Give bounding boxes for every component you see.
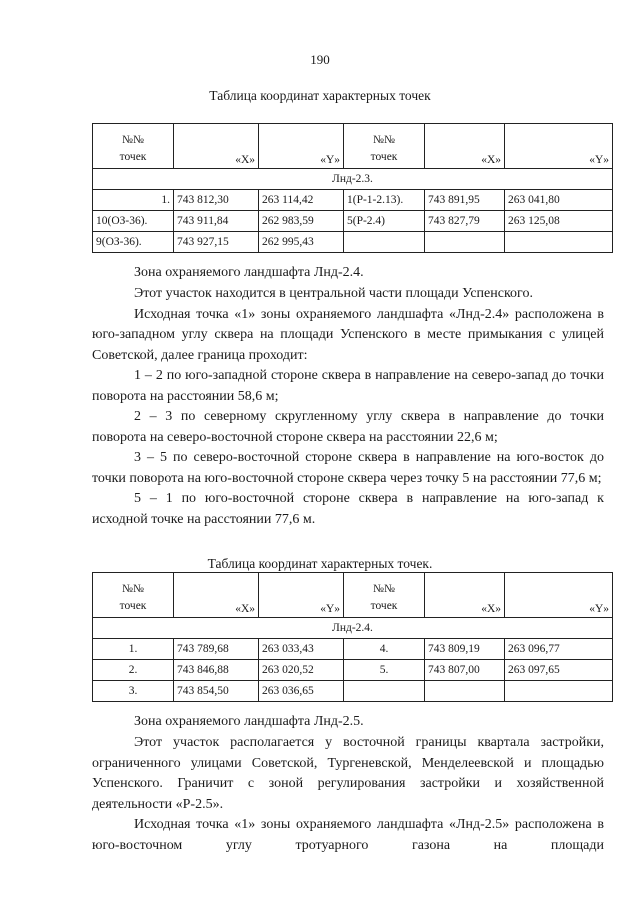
table2-header-num2: №№ точек xyxy=(344,573,425,618)
table-cell: 2. xyxy=(93,660,174,681)
table-row xyxy=(93,660,613,681)
table-cell xyxy=(505,681,613,702)
paragraph: Исходная точка «1» зоны охраняемого ландшафта «Лнд-2.5» расположена в юго-восточном углу тротуарного газона на площади xyxy=(92,817,604,853)
table2-title: Таблица координат характерных точек. xyxy=(207,556,433,571)
table-cell: 1. xyxy=(93,190,174,211)
paragraph: 3 – 5 по северо-восточной стороне сквера в направление на юго-восток до точки поворота на юго-восточной стороне сквера через точку 5 на расстоянии 77,6 м; xyxy=(92,450,604,486)
table1-header-num1: №№ точек xyxy=(93,124,174,169)
table-cell: 5(Р-2.4) xyxy=(344,211,425,232)
table2-header-y2: «Y» xyxy=(505,573,613,618)
table1-zone-row xyxy=(93,169,613,190)
table-cell xyxy=(425,681,505,702)
table-row xyxy=(93,211,613,232)
table-cell: 4. xyxy=(344,639,425,660)
table-cell: 263 033,43 xyxy=(259,639,344,660)
table-cell: 262 983,59 xyxy=(259,211,344,232)
table-cell xyxy=(344,681,425,702)
table2-zone-row xyxy=(93,618,613,639)
table1-header-num2: №№ точек xyxy=(344,124,425,169)
table2-header-row xyxy=(93,573,613,618)
table2-header-x2: «X» xyxy=(425,573,505,618)
paragraph: 1 – 2 по юго-западной стороне сквера в направление на северо-запад до точки поворота на расстоянии 58,6 м; xyxy=(92,368,604,404)
table1-header-y2: «Y» xyxy=(505,124,613,169)
table1-title: Таблица координат характерных точек xyxy=(209,88,431,103)
paragraph: 5 – 1 по юго-восточной стороне сквера в направление на юго-запад к исходной точке на расстоянии 77,6 м. xyxy=(92,491,604,527)
table-cell: 3. xyxy=(93,681,174,702)
table-row xyxy=(93,190,613,211)
table2-header-x1: «X» xyxy=(174,573,259,618)
section2-heading: Зона охраняемого ландшафта Лнд-2.5. xyxy=(134,714,364,729)
table-cell: 743 911,84 xyxy=(174,211,259,232)
section1-heading: Зона охраняемого ландшафта Лнд-2.4. xyxy=(134,265,364,280)
table1-header-row xyxy=(93,124,613,169)
table2 xyxy=(92,572,613,702)
table-cell: 263 125,08 xyxy=(505,211,613,232)
table-cell: 1. xyxy=(93,639,174,660)
table-cell: 263 041,80 xyxy=(505,190,613,211)
paragraph: Этот участок располагается у восточной границы квартала застройки, ограниченного улицами Советской, Тургеневской, Менделеевской и площадью Успенского. Граничит с зоной регулирования застройки и хозяйственной деятельности «Р-2.5». xyxy=(92,735,604,812)
table-cell: 263 096,77 xyxy=(505,639,613,660)
table-cell: 262 995,43 xyxy=(259,232,344,253)
table-cell: 743 789,68 xyxy=(174,639,259,660)
paragraph: 2 – 3 по северному скругленному углу сквера в направление до точки поворота на северо-восточной стороне сквера на расстоянии 22,6 м; xyxy=(92,409,604,445)
table-cell: 743 891,95 xyxy=(425,190,505,211)
table-cell: 743 827,79 xyxy=(425,211,505,232)
table-cell: 743 846,88 xyxy=(174,660,259,681)
table-cell xyxy=(505,232,613,253)
table-cell: 263 020,52 xyxy=(259,660,344,681)
table1-header-x2: «X» xyxy=(425,124,505,169)
table-cell: 1(Р-1-2.13). xyxy=(344,190,425,211)
table1-header-x1: «X» xyxy=(174,124,259,169)
table-cell: 263 114,42 xyxy=(259,190,344,211)
table2-header-num1: №№ точек xyxy=(93,573,174,618)
table-cell: 263 097,65 xyxy=(505,660,613,681)
table-cell: 743 807,00 xyxy=(425,660,505,681)
table-row xyxy=(93,232,613,253)
table-row xyxy=(93,681,613,702)
table-cell: 263 036,65 xyxy=(259,681,344,702)
table-cell: 5. xyxy=(344,660,425,681)
paragraph: Этот участок находится в центральной части площади Успенского. xyxy=(134,286,533,301)
table-cell: 743 854,50 xyxy=(174,681,259,702)
table-cell: 743 809,19 xyxy=(425,639,505,660)
section1-body xyxy=(92,284,604,530)
table-cell: 743 927,15 xyxy=(174,232,259,253)
table-cell: 743 812,30 xyxy=(174,190,259,211)
table-cell: 9(ОЗ-36). xyxy=(93,232,174,253)
paragraph: Исходная точка «1» зоны охраняемого ландшафта «Лнд-2.4» расположена в юго-западном углу сквера на площади Успенского в месте примыкания с улицей Советской, далее граница проходит: xyxy=(92,306,604,363)
table-row xyxy=(93,639,613,660)
table1 xyxy=(92,123,613,253)
table-cell: 10(ОЗ-36). xyxy=(93,211,174,232)
table-cell xyxy=(344,232,425,253)
table1-zone: Лнд-2.3. xyxy=(93,169,613,190)
table2-zone: Лнд-2.4. xyxy=(93,618,613,639)
page-number: 190 xyxy=(310,52,330,67)
section2-body xyxy=(92,733,604,856)
table2-header-y1: «Y» xyxy=(259,573,344,618)
table1-header-y1: «Y» xyxy=(259,124,344,169)
table-cell xyxy=(425,232,505,253)
